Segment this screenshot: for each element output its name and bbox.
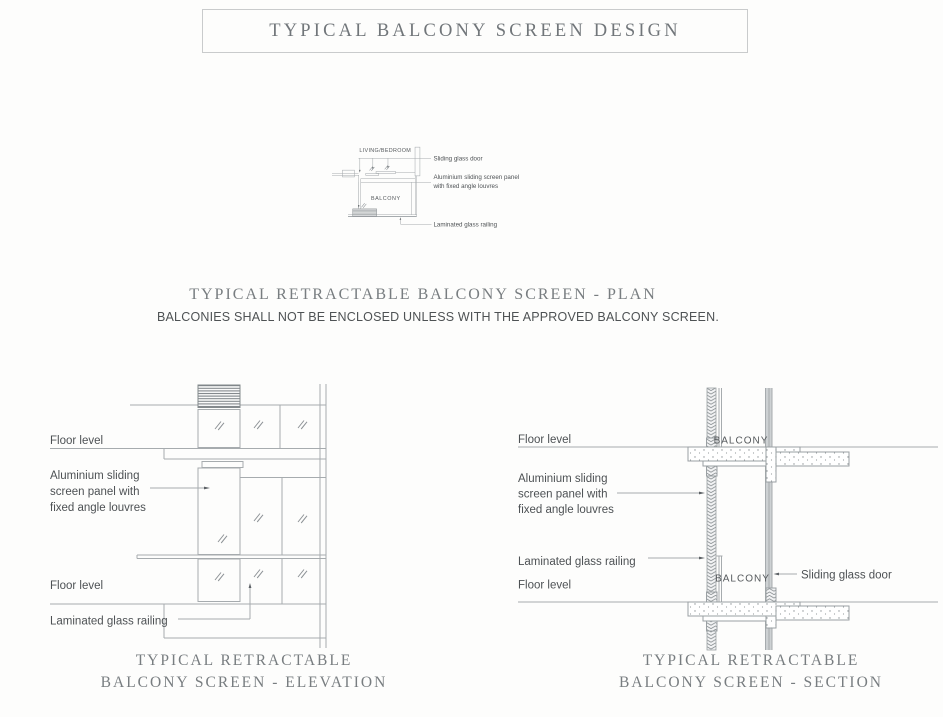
section-caption-line2: BALCONY SCREEN - SECTION (618, 674, 883, 691)
section-caption (601, 650, 901, 694)
plan-label-screen-panel-1: Aluminium sliding screen panel (433, 174, 520, 182)
elevation-caption-line2: BALCONY SCREEN - ELEVATION (100, 674, 388, 691)
plan-balcony-label: BALCONY (370, 196, 401, 203)
page-title: TYPICAL BALCONY SCREEN DESIGN (269, 20, 681, 41)
sect-label-screen-panel-2: screen panel with (518, 488, 608, 501)
elev-label-screen-panel-2: screen panel with (50, 486, 140, 498)
screen-header-bar (202, 462, 243, 468)
plan-caption: TYPICAL RETRACTABLE BALCONY SCREEN - PLAN (189, 286, 657, 303)
sect-label-sliding-glass-door: Sliding glass door (801, 569, 892, 582)
sect-label-floor-level-top: Floor level (518, 434, 572, 446)
sect-label-floor-level-bottom: Floor level (518, 579, 572, 592)
section-drawing (505, 380, 943, 655)
plan-label-laminated-railing: Laminated glass railing (433, 221, 498, 229)
elev-label-screen-panel-3: fixed angle louvres (50, 502, 146, 514)
elev-label-floor-level-top: Floor level (50, 435, 104, 447)
concrete-column (415, 147, 420, 176)
retracted-louvre-stack (353, 209, 377, 216)
sect-label-screen-panel-1: Aluminium sliding (518, 473, 608, 485)
louvre-panel-dark (198, 385, 240, 408)
elevation-linework (50, 384, 326, 648)
sect-label-screen-panel-3: fixed angle louvres (518, 504, 614, 516)
elevation-caption (94, 650, 394, 694)
elev-label-laminated-railing: Laminated glass railing (50, 615, 168, 628)
plan-label-screen-panel-2: with fixed angle louvres (433, 182, 499, 190)
section-caption-line1: TYPICAL RETRACTABLE (642, 652, 860, 669)
elev-label-floor-level-bottom: Floor level (50, 580, 104, 592)
plan-note: BALCONIES SHALL NOT BE ENCLOSED UNLESS WITH THE APPROVED BALCONY SCREEN. (156, 310, 719, 324)
section-balcony-label-bottom: BALCONY (715, 573, 770, 585)
plan-label-sliding-glass-door: Sliding glass door (433, 155, 483, 163)
plan-drawing (330, 100, 720, 275)
plan-room-label: LIVING/BEDROOM (359, 148, 412, 155)
section-linework (518, 388, 938, 650)
section-balcony-label-top: BALCONY (713, 435, 769, 447)
title-box (202, 9, 748, 53)
elev-label-screen-panel-1: Aluminium sliding (50, 470, 140, 482)
sect-label-laminated-railing: Laminated glass railing (518, 556, 636, 568)
elevation-drawing (46, 380, 336, 652)
plan-linework (332, 147, 431, 224)
elevation-caption-line1: TYPICAL RETRACTABLE (135, 652, 353, 669)
concrete-slab-bottom (688, 588, 849, 631)
